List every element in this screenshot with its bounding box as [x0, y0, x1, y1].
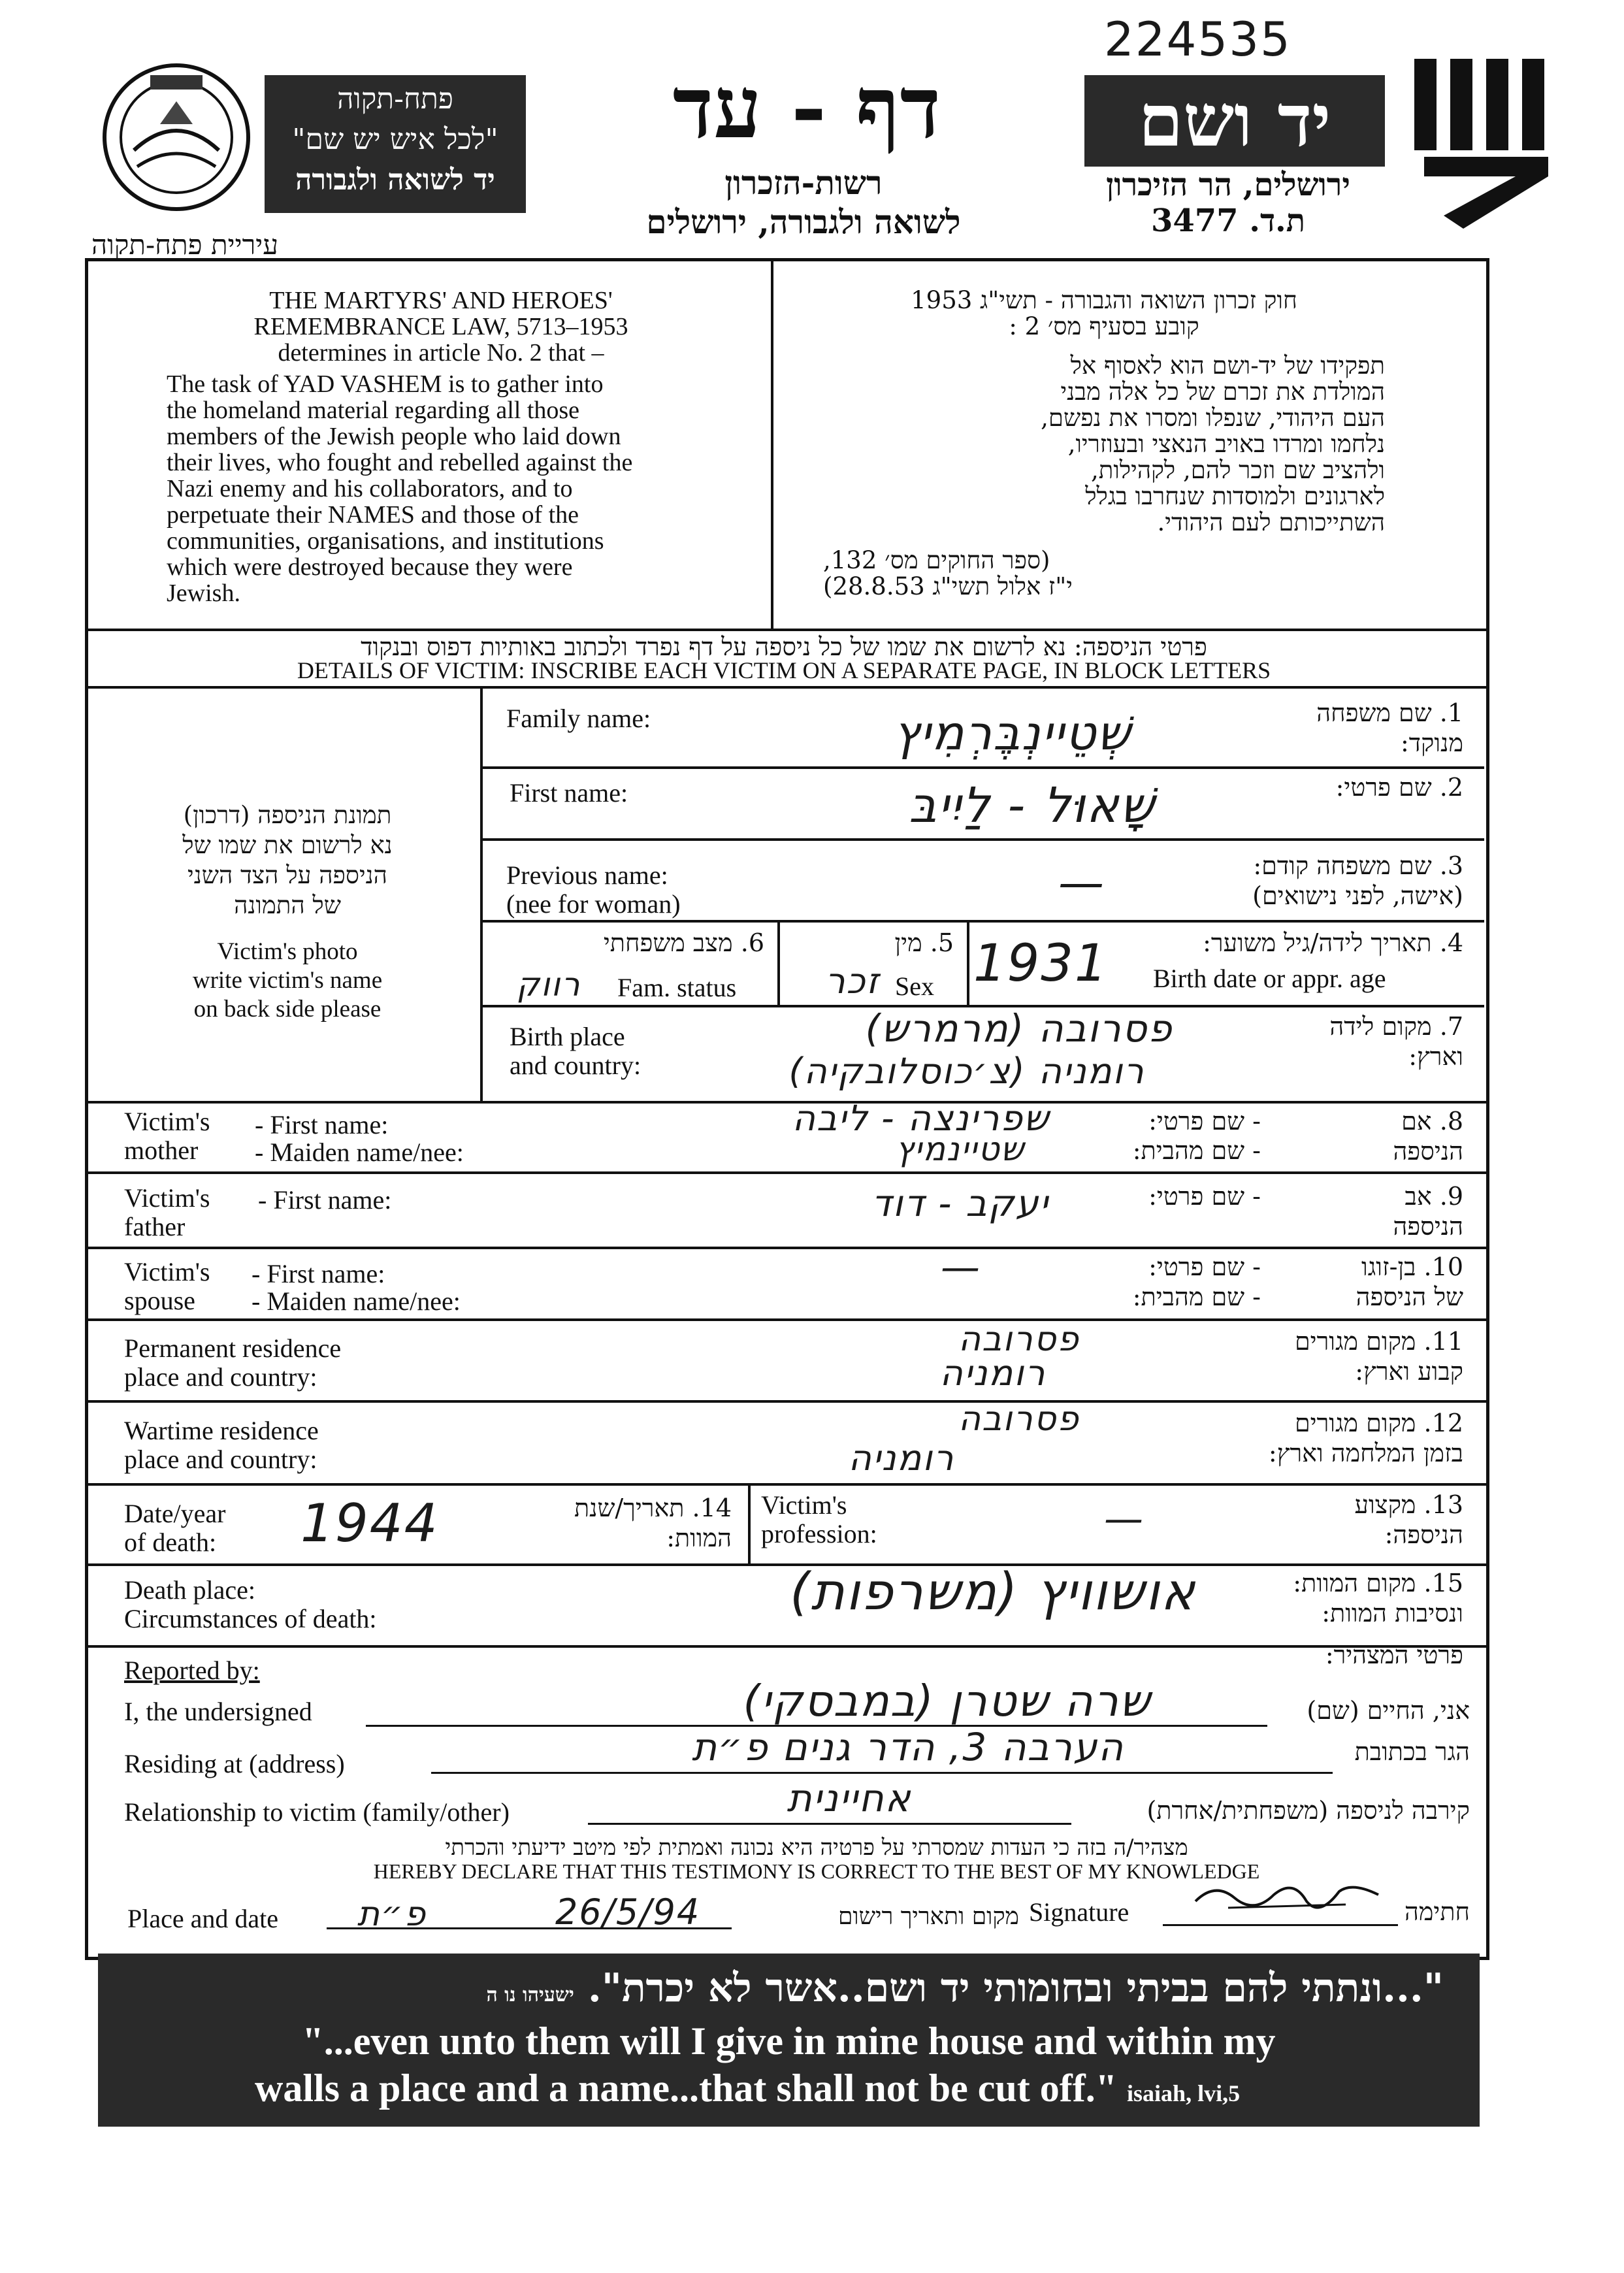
- permanent-residence-label: [124, 1334, 341, 1392]
- profession-line2: profession:: [761, 1519, 877, 1548]
- field-number: 1.: [1439, 698, 1463, 727]
- law-en-line: Jewish.: [167, 580, 240, 607]
- photo-en-line: Victim's photo: [217, 938, 358, 965]
- signature-label: Signature: [1029, 1897, 1129, 1927]
- wartime-he1: מקום מגורים: [1294, 1409, 1416, 1437]
- death-date-line1: Date/year: [124, 1499, 226, 1528]
- death-date-he2: המוות:: [666, 1524, 732, 1552]
- photo-en-line: on back side please: [193, 996, 382, 1022]
- law-he-line: נלחמו ומרדו באויב הנאצי ובעוזריו,: [1067, 430, 1385, 458]
- law-he-line: לארגונים ולמוסדות שנחרבו בגלל: [1085, 482, 1385, 510]
- address-value[interactable]: הערבה 3, הדר גנים פ״ת: [691, 1725, 1125, 1769]
- mother-label-line1: Victim's: [124, 1107, 210, 1136]
- first-name-value[interactable]: שָׁאוּל - לַיִיבּ: [909, 777, 1156, 834]
- profession-line1: Victim's: [761, 1490, 847, 1520]
- spouse-first-label: - First name:: [252, 1259, 385, 1288]
- seal-caption: עיריית פתח-תקוה: [91, 229, 279, 261]
- father-he1: אב: [1405, 1182, 1432, 1211]
- profession-value[interactable]: —: [1104, 1496, 1145, 1542]
- birth-place-line1: Birth place: [510, 1022, 625, 1051]
- field-number: 8.: [1439, 1107, 1463, 1136]
- law-en-title3: determines in article No. 2 that –: [278, 339, 604, 367]
- declaration-en: HEREBY DECLARE THAT THIS TESTIMONY IS CORRECT TO THE BEST OF MY KNOWLEDGE: [373, 1859, 1260, 1883]
- family-name-label-he: [1267, 698, 1463, 758]
- birth-date-value[interactable]: 1931: [973, 934, 1109, 993]
- permanent-residence-line2: place and country:: [124, 1362, 317, 1392]
- spouse-he1: בן-זוגו: [1361, 1252, 1416, 1281]
- spouse-label-line2: spouse: [124, 1286, 195, 1315]
- permanent-residence-country[interactable]: רומניה: [939, 1352, 1047, 1394]
- wartime-residence-line1: Wartime residence: [124, 1416, 319, 1445]
- previous-name-he1: שם משפחה קודם:: [1253, 851, 1432, 880]
- photo-en-line: write victim's name: [192, 967, 383, 994]
- header-address2: ת.ד. 3477: [1150, 203, 1306, 239]
- yad-vashem-emblem: [1405, 52, 1568, 242]
- previous-name-label: [506, 861, 681, 919]
- permanent-residence-place[interactable]: פסרובה: [958, 1320, 1080, 1359]
- law-en-line: perpetuate their NAMES and those of the: [167, 501, 579, 529]
- previous-name-label-he: [1189, 851, 1463, 911]
- previous-name-value[interactable]: —: [1058, 856, 1105, 909]
- death-place-he1: מקום המוות:: [1293, 1569, 1416, 1597]
- subtitle-jerusalem: לשואה ולגבורה, ירושלים: [646, 203, 961, 241]
- photo-instruction-en: [105, 938, 470, 1024]
- city-seal: [98, 52, 255, 222]
- photo-he-line: של התמונה: [234, 891, 341, 919]
- profession-label-he: [1293, 1490, 1463, 1550]
- law-en-line: communities, organisations, and institutions: [167, 527, 604, 555]
- mother-first-label-he: - שם פרטי:: [1148, 1107, 1261, 1136]
- field-number: 7.: [1439, 1012, 1463, 1041]
- law-he-body: [823, 353, 1385, 536]
- spouse-first-label-he: - שם פרטי:: [1148, 1252, 1261, 1281]
- undersigned-label: I, the undersigned: [124, 1697, 312, 1726]
- law-en-line: members of the Jewish people who laid down: [167, 423, 621, 450]
- yad-vashem-logo: יד ושם: [1084, 75, 1385, 167]
- birth-date-label-he: [1137, 928, 1463, 958]
- law-he-line: ולהציב שם וזכר להם, לקהילות,: [1091, 456, 1385, 484]
- fam-status-he: מצב משפחתי: [603, 928, 733, 957]
- first-name-label: First name:: [510, 778, 628, 808]
- law-he-line: העם היהודי, שנפלו ומסרו את נפשם,: [1041, 404, 1385, 432]
- father-label-he: [1320, 1181, 1463, 1241]
- permanent-residence-line1: Permanent residence: [124, 1333, 342, 1363]
- family-name-he-line1: שם משפחה: [1316, 698, 1432, 727]
- address-label-he: הגר בכתובת: [1354, 1737, 1470, 1766]
- field-number: 14.: [692, 1494, 732, 1522]
- first-name-he: שם פרטי:: [1335, 773, 1432, 802]
- date-value[interactable]: 26/5/94: [555, 1891, 701, 1933]
- law-he-title1: חוק זכרון השואה והגבורה - תשי"ג 1953: [911, 286, 1297, 314]
- spouse-maiden-label-he: - שם מהבית:: [1132, 1283, 1261, 1311]
- relation-label-he: קירבה לניספה (משפחתית/אחרת): [1146, 1796, 1470, 1825]
- relation-label: Relationship to victim (family/other): [124, 1797, 510, 1827]
- mother-first-value[interactable]: שפרינצה - ליבה: [792, 1098, 1050, 1139]
- law-en-title2: REMEMBRANCE LAW, 5713–1953: [253, 313, 628, 340]
- relation-value[interactable]: אחיינית: [787, 1776, 912, 1820]
- mother-maiden-value[interactable]: שטיינמיץ: [895, 1130, 1026, 1168]
- place-date-label: Place and date: [127, 1904, 278, 1933]
- law-en-line: Nazi enemy and his collaborators, and to: [167, 475, 573, 502]
- birth-country-value[interactable]: רומניה (צ׳כוסלובקיה): [788, 1051, 1145, 1092]
- law-en-title1: THE MARTYRS' AND HEROES': [269, 287, 613, 314]
- death-place-value[interactable]: אושוויץ (משרפות): [790, 1563, 1196, 1622]
- left-box-line3: יד לשואה ולגבורה: [295, 163, 495, 197]
- fam-status-value[interactable]: רווק: [516, 966, 581, 1004]
- field-number: 13.: [1423, 1490, 1463, 1519]
- petah-tikva-box: [265, 75, 526, 213]
- field-number: 9.: [1439, 1182, 1463, 1211]
- wartime-residence-line2: place and country:: [124, 1445, 317, 1474]
- profession-he1: מקצוע: [1354, 1490, 1416, 1519]
- stamp-number: 224535: [1104, 12, 1291, 67]
- law-he-line: תפקידו של יד-ושם הוא לאסוף אל: [1070, 352, 1385, 380]
- banner-he-quote: "...ונתתי להם בביתי ובחומותי יד ושם..אשר לא יכרת".: [587, 1965, 1444, 2011]
- photo-he-line: נא לרשום את שמו של: [182, 831, 393, 859]
- sex-label: Sex: [895, 972, 934, 1001]
- father-he2: הניספה: [1393, 1212, 1463, 1241]
- banner-he: [98, 1965, 1444, 2011]
- death-date-he1: תאריך/שנת: [574, 1494, 685, 1522]
- law-english: [167, 287, 715, 606]
- law-he-title2: קובע בסעיף מס׳ 2 :: [1009, 312, 1199, 340]
- field-number: 11.: [1423, 1327, 1463, 1356]
- profession-label: [761, 1491, 877, 1548]
- undersigned-label-he: אני, החיים (שם): [1307, 1696, 1470, 1725]
- birth-place-label-he: [1267, 1011, 1463, 1071]
- photo-he-line: תמונת הניספה (דרכון): [183, 801, 392, 829]
- field-number: 4.: [1439, 928, 1463, 957]
- wartime-residence-country[interactable]: רומניה: [848, 1437, 955, 1479]
- birth-place-he1: מקום לידה: [1329, 1012, 1432, 1041]
- field-number: 15.: [1423, 1569, 1463, 1597]
- death-date-label: [124, 1499, 225, 1557]
- family-name-he-line2: מנוקד:: [1400, 728, 1463, 757]
- birth-date-label: Birth date or appr. age: [1153, 964, 1386, 993]
- death-date-label-he: [536, 1493, 732, 1553]
- birth-place-label: [510, 1022, 641, 1080]
- mother-first-label: - First name:: [255, 1110, 389, 1139]
- death-date-value[interactable]: 1944: [300, 1493, 439, 1554]
- banner-en-line1: "...even unto them will I give in mine house and within my: [302, 2020, 1276, 2063]
- header-address1: ירושלים, הר הזיכרון: [1106, 167, 1350, 203]
- wartime-he2: בזמן המלחמה וארץ:: [1268, 1439, 1463, 1467]
- reporter-name-value[interactable]: שרה שטרן (במבסקי): [743, 1676, 1152, 1726]
- spouse-label-line1: Victim's: [124, 1257, 210, 1286]
- law-en-line: the homeland material regarding all those: [167, 397, 580, 424]
- law-en-body: [167, 371, 715, 606]
- sex-he: מין: [894, 928, 922, 957]
- wartime-residence-label-he: [1189, 1408, 1463, 1468]
- sex-label-he: [856, 928, 954, 958]
- permanent-he2: קבוע וארץ:: [1355, 1357, 1463, 1386]
- previous-name-he2: (אישה, לפני נישואים): [1252, 881, 1463, 910]
- spouse-he2: של הניספה: [1356, 1283, 1463, 1311]
- law-en-line: their lives, who fought and rebelled against the: [167, 449, 633, 476]
- law-he-ref2: י"ז אלול תשי"ג 28.8.53): [823, 572, 1073, 600]
- banner-he-ref: ישעיהו נו ה: [486, 1984, 574, 2006]
- death-date-line2: of death:: [124, 1528, 217, 1557]
- mother-maiden-label: - Maiden name/nee:: [255, 1137, 464, 1167]
- birth-date-he: תאריך לידה/גיל משוער:: [1203, 928, 1432, 957]
- mother-label-he: [1320, 1106, 1463, 1166]
- mother-label-line2: mother: [124, 1136, 199, 1165]
- field-number: 6.: [740, 928, 764, 957]
- mother-he2: הניספה: [1393, 1137, 1463, 1166]
- mother-label: [124, 1107, 210, 1165]
- details-instruction-he: פרטי הניספה: נא לרשום את שמו של כל ניספה על דף נפרד ולכתוב באותיות דפוס ובנקוד: [361, 632, 1207, 661]
- death-place-label-he: [1241, 1568, 1463, 1628]
- death-place-line2: Circumstances of death:: [124, 1604, 377, 1633]
- sex-value[interactable]: זכר: [825, 960, 880, 1002]
- law-he-line: השתייכותם לעם היהודי.: [1157, 508, 1385, 536]
- wartime-residence-label: [124, 1416, 319, 1474]
- reporter-title-he: פרטי המצהיר:: [1325, 1641, 1463, 1669]
- law-hebrew: [823, 287, 1385, 600]
- reporter-title-en: Reported by:: [124, 1656, 260, 1685]
- wartime-residence-place[interactable]: פסרובה: [958, 1399, 1080, 1439]
- spouse-maiden-label: - Maiden name/nee:: [252, 1286, 461, 1316]
- banner-en-line2: walls a place and a name...that shall not be cut off.": [255, 2067, 1118, 2110]
- photo-instruction-he: [105, 800, 470, 921]
- spouse-label: [124, 1258, 210, 1315]
- field-number: 2.: [1439, 773, 1463, 802]
- previous-name-line2: (nee for woman): [506, 889, 681, 919]
- previous-name-line1: Previous name:: [506, 860, 668, 890]
- law-he-ref1: (ספר החוקים מס׳ 132,: [823, 546, 1050, 574]
- mother-maiden-label-he: - שם מהבית:: [1132, 1136, 1261, 1165]
- fam-status-label: Fam. status: [617, 973, 737, 1002]
- left-box-line1: פתח-תקוה: [337, 82, 453, 116]
- declaration-he: מצהיר/ה בזה כי העדות שמסרתי על פרטיה היא נכונה ואמתית לפי מיטב ידיעתי והכרתי: [445, 1835, 1188, 1861]
- father-first-label-he: - שם פרטי:: [1148, 1182, 1261, 1211]
- father-label-line1: Victim's: [124, 1183, 210, 1213]
- left-box-line2: "לכל איש יש שם": [292, 123, 498, 156]
- field-number: 5.: [930, 928, 954, 957]
- birth-place-value[interactable]: פסרובה (מרמרש): [865, 1006, 1173, 1051]
- permanent-residence-label-he: [1241, 1326, 1463, 1386]
- fam-status-label-he: [588, 928, 764, 958]
- family-name-value[interactable]: שְׁטֵיינְבֶּרְמִיץ: [893, 706, 1132, 760]
- permanent-he1: מקום מגורים: [1294, 1327, 1416, 1356]
- father-label-line2: father: [124, 1212, 186, 1241]
- death-place-he2: ונסיבות המוות:: [1322, 1599, 1463, 1627]
- address-label: Residing at (address): [124, 1749, 345, 1778]
- details-instruction-en: DETAILS OF VICTIM: INSCRIBE EACH VICTIM ON A SEPARATE PAGE, IN BLOCK LETTERS: [297, 657, 1271, 683]
- banner-en-line2-wrap: [255, 2066, 1496, 2111]
- death-place-line1: Death place:: [124, 1575, 255, 1605]
- spouse-first-value[interactable]: —: [941, 1245, 981, 1290]
- banner-en-ref: isaiah, lvi,5: [1127, 2080, 1241, 2106]
- birth-place-line2: and country:: [510, 1051, 641, 1080]
- birth-place-he2: וארץ:: [1408, 1042, 1463, 1071]
- father-label: [124, 1184, 210, 1241]
- scripture-banner: [98, 1954, 1480, 2127]
- father-first-value[interactable]: יעקב - דוד: [871, 1183, 1049, 1225]
- field-number: 3.: [1439, 851, 1463, 880]
- field-number: 12.: [1423, 1409, 1463, 1437]
- place-value[interactable]: פ״ת: [357, 1895, 427, 1934]
- law-en-line: which were destroyed because they were: [167, 553, 573, 581]
- law-en-line: The task of YAD VASHEM is to gather into: [167, 370, 604, 398]
- field-number: 10.: [1423, 1252, 1463, 1281]
- father-first-label: - First name:: [258, 1185, 392, 1215]
- signature-label-he: חתימה: [1404, 1897, 1470, 1926]
- family-name-label: Family name:: [506, 704, 651, 733]
- profession-he2: הניספה:: [1384, 1520, 1463, 1549]
- law-he-line: המולדת את זכרם של כל אלה מבני: [1060, 378, 1385, 406]
- photo-he-line: הניספה על הצד השני: [187, 861, 387, 889]
- page-title: דף - עד: [672, 57, 941, 157]
- spouse-label-he: [1261, 1252, 1463, 1312]
- subtitle-authority: רשות-הזכרון: [724, 163, 883, 202]
- death-place-label: [124, 1576, 377, 1633]
- mother-he1: אם: [1401, 1107, 1432, 1136]
- first-name-label-he: [1267, 772, 1463, 802]
- signature-scribble[interactable]: [1189, 1872, 1385, 1924]
- place-date-label-he: מקום ותאריך רישום: [837, 1903, 1019, 1930]
